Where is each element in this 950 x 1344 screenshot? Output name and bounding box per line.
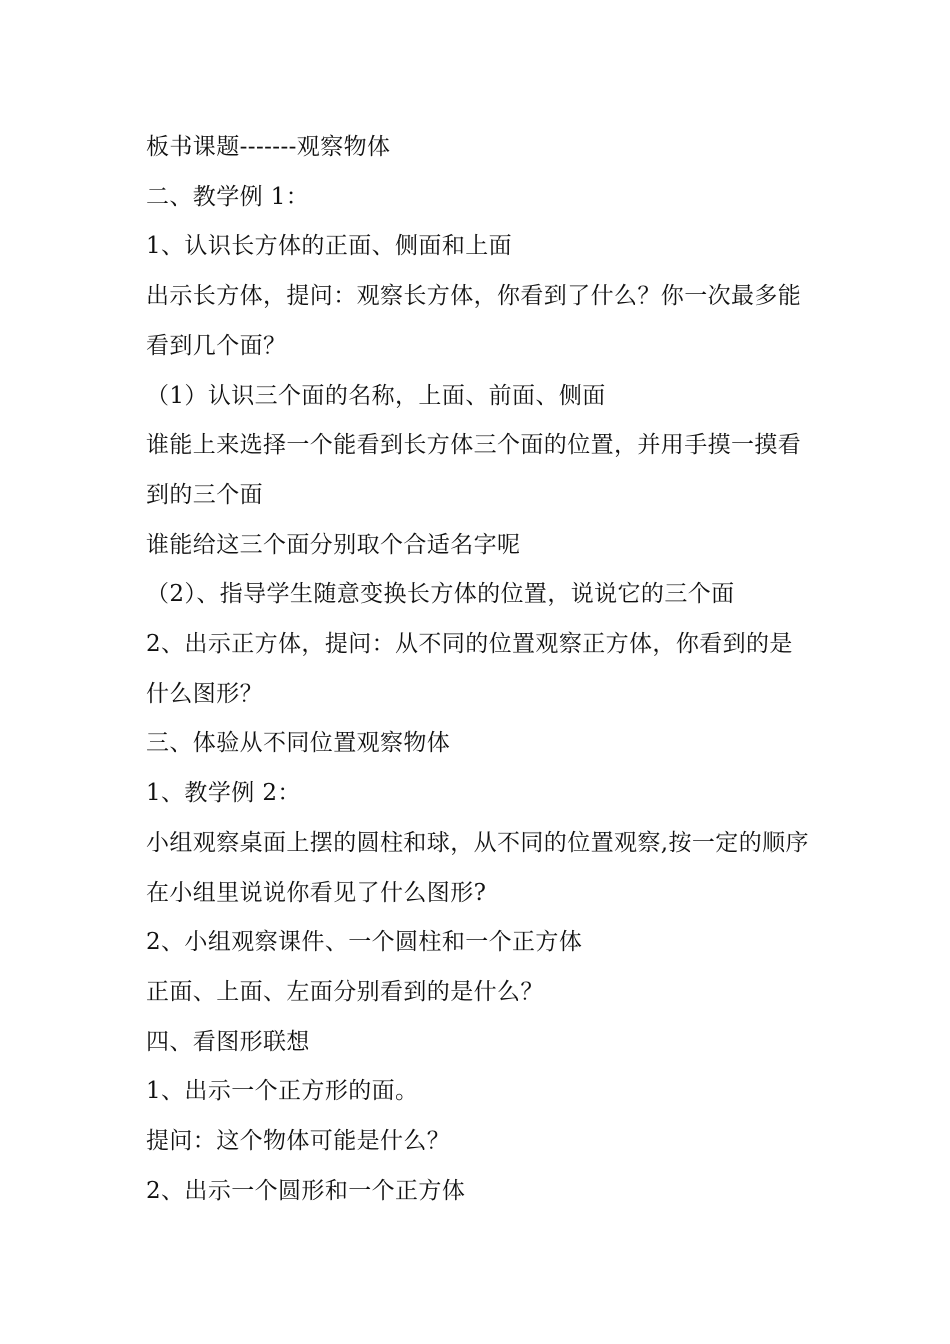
section-heading-4: 四、看图形联想 <box>146 1028 310 1055</box>
paragraph: 2、出示正方体，提问：从不同的位置观察正方体，你看到的是什么图形？ <box>146 631 793 707</box>
paragraph: 谁能给这三个面分别取个合适名字呢 <box>146 531 521 558</box>
paragraph: 1、认识长方体的正面、侧面和上面 <box>146 233 513 260</box>
lesson-title: 板书课题-------观察物体 <box>146 134 391 160</box>
paragraph: 1、出示一个正方形的面。 <box>146 1078 419 1105</box>
paragraph: 提问：这个物体可能是什么？ <box>146 1128 451 1155</box>
paragraph: 谁能上来选择一个能看到长方体三个面的位置，并用手摸一摸看到的三个面 <box>146 432 802 508</box>
paragraph: 小组观察桌面上摆的圆柱和球，从不同的位置观察,按一定的顺序在小组里说说你看见了什么图形? <box>146 829 809 906</box>
paragraph: （2）、指导学生随意变换长方体的位置，说说它的三个面 <box>146 581 735 608</box>
paragraph: 2、出示一个圆形和一个正方体 <box>146 1177 466 1204</box>
section-heading-3: 三、体验从不同位置观察物体 <box>146 730 451 757</box>
paragraph: 1、教学例 2： <box>146 780 301 807</box>
paragraph: （1）认识三个面的名称，上面、前面、侧面 <box>146 382 606 409</box>
document-body <box>146 123 816 1216</box>
paragraph: 2、小组观察课件、一个圆柱和一个正方体 <box>146 929 583 956</box>
paragraph: 出示长方体，提问：观察长方体，你看到了什么？你一次最多能看到几个面？ <box>146 283 802 359</box>
section-heading-2: 二、教学例 1： <box>146 183 310 210</box>
paragraph: 正面、上面、左面分别看到的是什么？ <box>146 978 544 1005</box>
